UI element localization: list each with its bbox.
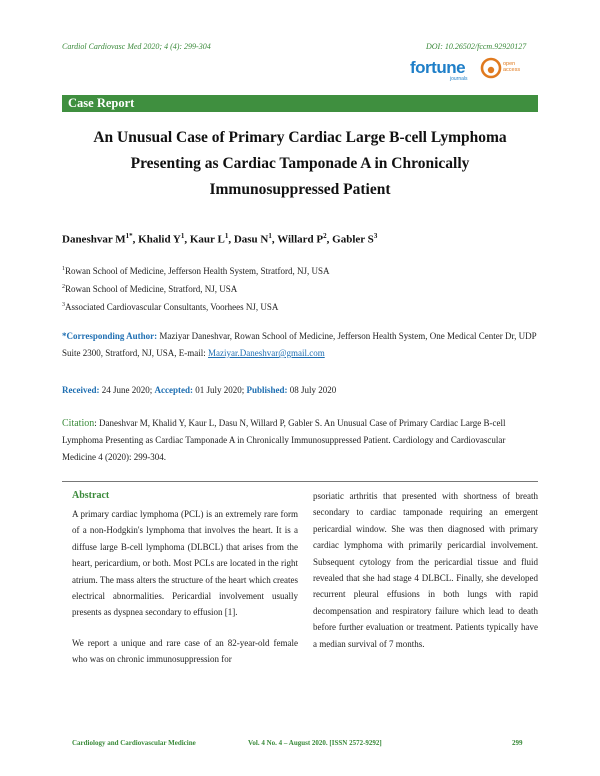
author-sup: 1 [180,232,185,240]
abstract-column-right [313,488,538,652]
affiliation: $^2$Rowan School of Medicine, Stratford, NJ, USA [62,284,238,294]
fortune-journals-logo: fortune [410,58,466,77]
author-name: Kaur L [189,233,225,246]
section-label: Case Report [68,96,135,110]
received-label: Received: [62,385,100,395]
open-access-icon [480,57,502,79]
author-sup: 1 [224,232,229,240]
abstract-heading: Abstract [72,490,110,501]
citation-label: Citation [62,418,95,429]
author-name: Gabler S [332,233,374,246]
author-sup: 2 [323,232,327,240]
author-name: Dasu N [233,233,269,246]
page-number: 299 [512,739,523,747]
author-sup: 1 [268,232,272,240]
open-access-logo-text: open access [503,61,521,73]
author-sup: 1* [125,232,133,240]
author-sup: 3 [373,232,378,240]
corresponding-author-text: Maziyar Daneshvar, Rowan School of Medicine, Jefferson Health System, One Medical Center Dr, UDP Suite 2300, Stratford, NJ, USA, E-mail: [62,331,537,358]
affiliation: $^1$Rowan School of Medicine, Jefferson Health System, Stratford, NJ, USA [62,266,330,276]
abstract-paragraph: A primary cardiac lymphoma (PCL) is an extremely rare form of a non-Hodgkin's lymphoma that involves the heart. It is a diffuse large B-cell lymphoma (DLBCL) that arises from the heart, pericardium, or both. Most PCLs are located in the right atrium. The mass alters the structure of the heart which creates electrical abnormalities. Pericardial involvement usually presents as dyspnea secondary to effusion [1]. [72,509,298,618]
title-line: Presenting as Cardiac Tamponade A in Chronically [130,155,470,172]
footer-volume: Vol. 4 No. 4 – August 2020. [ISSN 2572-9292] [248,739,382,747]
article-title [62,125,538,203]
citation-text: : Daneshvar M, Khalid Y, Kaur L, Dasu N, Willard P, Gabler S. An Unusual Case of Primary Cardiac Large B-cell Lymphoma Presenting as Cardiac Tamponade A in Chronically Immunosuppressed Patient. Cardiology and Cardiovascular Medicine 4 (2020): 299-304. [62,418,506,462]
abstract-column-left [72,506,298,668]
published-date: 08 July 2020 [287,385,337,395]
title-line: An Unusual Case of Primary Cardiac Large B-cell Lymphoma [93,129,507,146]
title-line: Immunosuppressed Patient [209,181,391,198]
journal-reference: Cardiol Cardiovasc Med 2020; 4 (4): 299-304 [62,42,211,51]
corresponding-author-label: *Corresponding Author: [62,331,158,341]
received-date: 24 June 2020; [99,385,155,395]
published-label: Published: [246,385,288,395]
divider [62,481,538,482]
fortune-journals-logo-sub: journals [450,76,468,82]
publication-dates [62,385,336,395]
corresponding-author [62,328,538,362]
citation [62,415,538,466]
email-link[interactable]: Maziyar.Daneshvar@gmail.com [208,348,325,358]
author-name: Willard P [277,233,324,246]
accepted-label: Accepted: [154,385,193,395]
footer-journal: Cardiology and Cardiovascular Medicine [72,739,196,747]
author-name: Khalid Y [138,233,181,246]
accepted-date: 01 July 2020; [192,385,247,395]
abstract-paragraph: psoriatic arthritis that presented with shortness of breath secondary to cardiac tamponade requiring an emergent pericardial window. She was then diagnosed with primary cardiac lymphoma with primarily pericardial involvement. Subsequent cytology from the pericardial tissue and fluid revealed that she had stage 4 DLBCL. Finally, she developed recurrent pleural effusions in both lungs with rapid decompensation and respiratory failure which lead to death before further evaluation or treatment. Patients typically have a median survival of 7 months. [313,491,538,649]
affiliation: $^3$Associated Cardiovascular Consultants, Voorhees NJ, USA [62,302,279,312]
author-list: Daneshvar $M^{1*}$, Khalid $Y^1$, Kaur $L^1$, Dasu $N^1$, Willard $P^2$, Gabler $S^3$ [62,232,378,246]
abstract-paragraph: We report a unique and rare case of an 82-year-old female who was on chronic immunosuppression for [72,637,298,665]
doi-text: DOI: 10.26502/fccm.92920127 [426,42,527,51]
author-name: Daneshvar M [62,233,126,246]
